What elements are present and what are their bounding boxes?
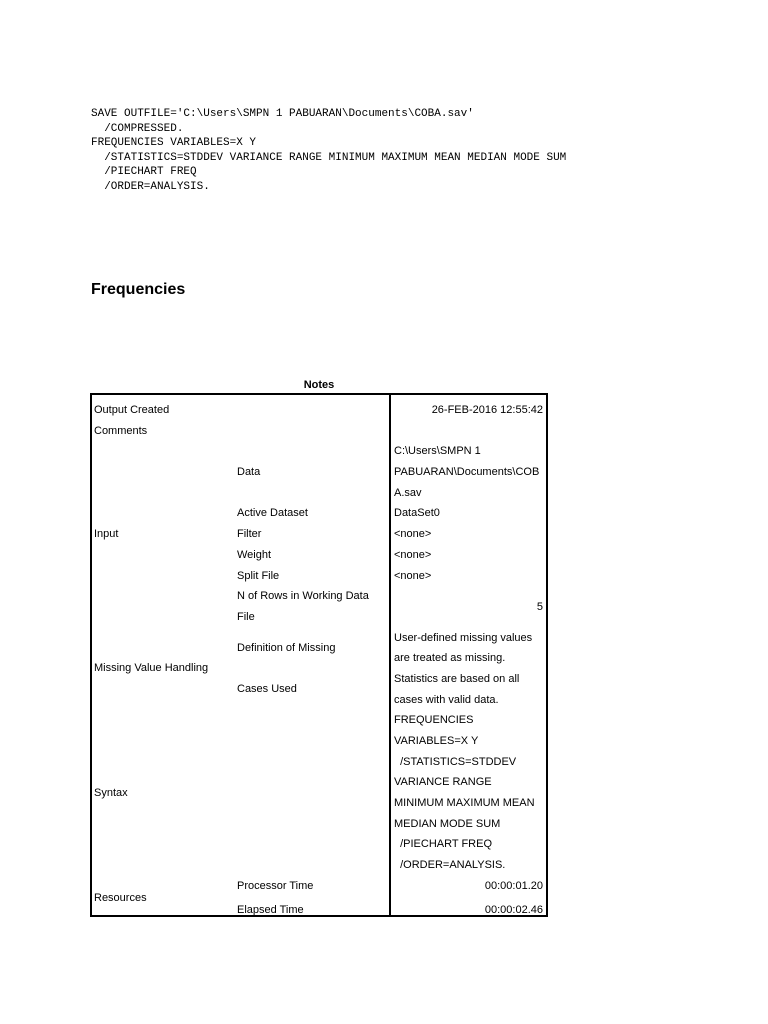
data-value-line: C:\Users\SMPN 1 — [394, 445, 481, 457]
filter-value: <none> — [394, 528, 432, 540]
resources-label: Resources — [94, 892, 147, 904]
syntax-line: /COMPRESSED. — [91, 122, 184, 135]
split-file-value: <none> — [394, 570, 432, 582]
definition-value-line: User-defined missing values — [394, 632, 533, 644]
output-created-value: 26-FEB-2016 12:55:42 — [431, 404, 543, 416]
elapsed-time-label: Elapsed Time — [237, 904, 304, 916]
split-file-label: Split File — [237, 570, 280, 582]
active-dataset-label: Active Dataset — [237, 507, 308, 519]
cases-used-label: Cases Used — [237, 683, 297, 695]
data-value-line: PABUARAN\Documents\COB — [394, 466, 540, 478]
syntax-value-line: /PIECHART FREQ — [394, 838, 493, 850]
syntax-value-line: VARIABLES=X Y — [394, 735, 479, 747]
cases-used-value-line: cases with valid data. — [394, 694, 499, 706]
missing-value-handling-label: Missing Value Handling — [94, 662, 209, 674]
column-divider — [389, 395, 391, 915]
processor-time-value: 00:00:01.20 — [484, 880, 543, 892]
weight-label: Weight — [237, 549, 272, 561]
weight-value: <none> — [394, 549, 432, 561]
syntax-value-line: VARIANCE RANGE — [394, 776, 492, 788]
data-value-line: A.sav — [394, 487, 422, 499]
definition-value-line: are treated as missing. — [394, 652, 506, 664]
syntax-block — [91, 107, 566, 195]
syntax-value-line: /STATISTICS=STDDEV — [394, 756, 517, 768]
syntax-line: /ORDER=ANALYSIS. — [91, 180, 210, 193]
syntax-value-line: FREQUENCIES — [394, 714, 474, 726]
notes-table — [90, 393, 548, 917]
n-rows-label-line: File — [237, 611, 255, 623]
comments-label: Comments — [94, 425, 148, 437]
active-dataset-value: DataSet0 — [394, 507, 440, 519]
output-created-label: Output Created — [94, 404, 170, 416]
syntax-value-line: /ORDER=ANALYSIS. — [394, 859, 506, 871]
syntax-label: Syntax — [94, 787, 128, 799]
syntax-value-line: MINIMUM MAXIMUM MEAN — [394, 797, 535, 809]
data-label: Data — [237, 466, 261, 478]
section-heading: Frequencies — [91, 281, 186, 298]
processor-time-label: Processor Time — [237, 880, 314, 892]
elapsed-time-value: 00:00:02.46 — [484, 904, 543, 916]
syntax-value-line: MEDIAN MODE SUM — [394, 818, 501, 830]
syntax-line: /STATISTICS=STDDEV VARIANCE RANGE MINIMUM MAXIMUM MEAN MEDIAN MODE SUM — [91, 151, 567, 164]
definition-of-missing-label: Definition of Missing — [237, 642, 336, 654]
cases-used-value-line: Statistics are based on all — [394, 673, 520, 685]
syntax-line: SAVE OUTFILE='C:\Users\SMPN 1 PABUARAN\Documents\COBA.sav' — [91, 108, 474, 120]
input-label: Input — [94, 528, 119, 540]
filter-label: Filter — [237, 528, 262, 540]
syntax-line: /PIECHART FREQ — [91, 166, 197, 179]
n-rows-label-line: N of Rows in Working Data — [237, 590, 369, 602]
notes-table-title: Notes — [303, 379, 335, 391]
syntax-line: FREQUENCIES VARIABLES=X Y — [91, 137, 257, 150]
n-rows-value: 5 — [536, 601, 543, 613]
